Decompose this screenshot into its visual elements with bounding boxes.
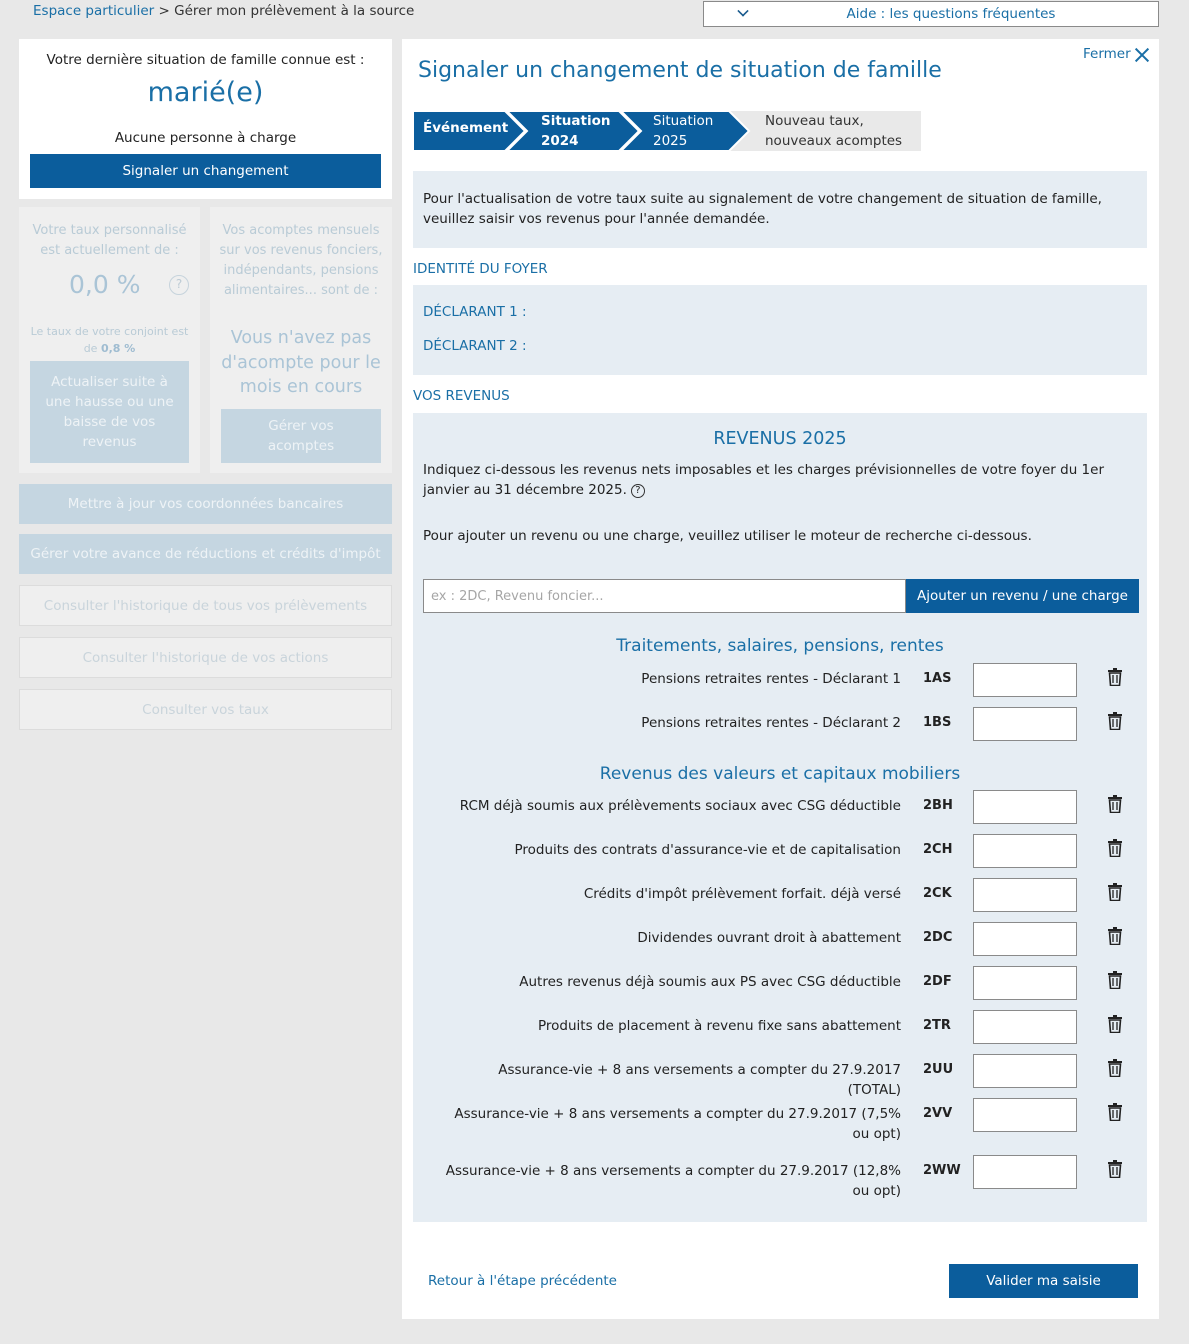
income-description-text: Indiquez ci-dessous les revenus nets imposables et les charges prévisionnelles de votre foyer du 1er janvier au 31 décembre 2025. [423, 462, 1104, 498]
income-row-1BS [413, 707, 1147, 741]
income-row-label: Produits de placement à revenu fixe sans abattement [538, 1018, 901, 1034]
validate-button[interactable]: Valider ma saisie [949, 1264, 1138, 1298]
trash-icon[interactable] [1107, 1015, 1123, 1033]
income-row-code: 2CH [923, 842, 953, 857]
trash-icon[interactable] [1107, 1059, 1123, 1077]
withdrawals-history-button[interactable]: Consulter l'historique de tous vos prélèvements [19, 585, 392, 626]
trash-icon[interactable] [1107, 1160, 1123, 1178]
income-row-label: Assurance-vie + 8 ans versements a compter du 27.9.2017 (12,8% ou opt) [445, 1163, 901, 1199]
trash-icon[interactable] [1107, 971, 1123, 989]
income-row-code: 2DC [923, 930, 953, 945]
rate-caption-line1: Votre taux personnalisé [32, 223, 187, 238]
income-row-label: Dividendes ouvrant droit à abattement [637, 930, 901, 946]
rate-caption-line2: est actuellement de : [40, 243, 179, 258]
step-2-label-line2: 2024 [541, 133, 579, 149]
income-row-1AS [413, 663, 1147, 697]
trash-icon[interactable] [1107, 712, 1123, 730]
rate-caption [27, 221, 192, 261]
step-4-label-line1: Nouveau taux, [765, 113, 864, 129]
income-amount-input[interactable] [973, 1098, 1077, 1132]
income-row-code: 2VV [923, 1106, 953, 1121]
income-heading: VOS REVENUS [413, 388, 510, 404]
personal-rate-card [19, 207, 200, 473]
question-circle-icon[interactable]: ? [169, 275, 189, 295]
family-situation-card [19, 39, 392, 199]
income-amount-input[interactable] [973, 790, 1077, 824]
installments-card [210, 207, 392, 473]
income-amount-input[interactable] [973, 707, 1077, 741]
income-row-label: Autres revenus déjà soumis aux PS avec CSG déductible [519, 974, 901, 990]
spouse-rate-text: Le taux de votre conjoint est [30, 325, 189, 338]
income-amount-input[interactable] [973, 834, 1077, 868]
group-securities-title: Revenus des valeurs et capitaux mobiliers [599, 764, 961, 784]
close-button[interactable] [1083, 44, 1150, 63]
update-bank-details-button[interactable]: Mettre à jour vos coordonnées bancaires [19, 484, 392, 524]
income-row-2CK [413, 878, 1147, 912]
income-row-label: Assurance-vie + 8 ans versements a compter du 27.9.2017 (TOTAL) [498, 1062, 901, 1098]
breadcrumb-separator: > [158, 3, 170, 19]
income-amount-input[interactable] [973, 1010, 1077, 1044]
income-amount-input[interactable] [973, 966, 1077, 1000]
income-row-label: RCM déjà soumis aux prélèvements sociaux avec CSG déductible [459, 798, 901, 814]
income-amount-input[interactable] [973, 1054, 1077, 1088]
update-rate-button[interactable]: Actualiser suite à une hausse ou une baisse de vos revenus [30, 361, 189, 463]
intro-notice [413, 171, 1147, 248]
manage-tax-credit-advance-button[interactable]: Gérer votre avance de réductions et crédits d'impôt [19, 534, 392, 574]
income-amount-input[interactable] [973, 663, 1077, 697]
income-row-2WW [413, 1155, 1147, 1199]
family-status: marié(e) [147, 77, 264, 108]
installments-caption: Vos acomptes mensuels sur vos revenus fonciers, indépendants, pensions alimentaires... sont de : [219, 223, 383, 298]
step-4-label [765, 111, 902, 151]
breadcrumb-current: Gérer mon prélèvement à la source [174, 3, 415, 19]
progress-stepper [413, 111, 921, 151]
rate-value: 0,0 % [69, 270, 141, 299]
income-row-code: 1AS [923, 671, 952, 686]
income-row-2CH [413, 834, 1147, 868]
income-row-code: 2UU [923, 1062, 954, 1077]
intro-text: Pour l'actualisation de votre taux suite au signalement de votre changement de situation de famille, veuillez saisir vos revenus pour l'année demandée. [423, 191, 1102, 227]
income-amount-input[interactable] [973, 878, 1077, 912]
trash-icon[interactable] [1107, 1103, 1123, 1121]
step-2-label [541, 111, 611, 151]
declarant-1-label: DÉCLARANT 1 : [423, 304, 527, 320]
step-3-label [653, 111, 713, 151]
identity-section [413, 285, 1147, 375]
group-salaries-title: Traitements, salaires, pensions, rentes [616, 636, 944, 656]
income-row-2DC [413, 922, 1147, 956]
installments-none: Vous n'avez pas d'acompte pour le mois en cours [221, 328, 381, 397]
income-row-label: Crédits d'impôt prélèvement forfait. déjà versé [583, 886, 901, 902]
step-2-label-line1: Situation [541, 113, 611, 129]
close-label: Fermer [1083, 45, 1131, 62]
page-title: Signaler un changement de situation de famille [418, 58, 942, 83]
spouse-rate [25, 323, 194, 357]
income-row-label: Assurance-vie + 8 ans versements a compter du 27.9.2017 (7,5% ou opt) [454, 1106, 901, 1142]
previous-step-link[interactable]: Retour à l'étape précédente [428, 1273, 617, 1289]
question-circle-icon[interactable]: ? [631, 484, 645, 498]
spouse-rate-prefix: de [83, 342, 98, 355]
income-row-code: 1BS [923, 715, 952, 730]
income-row-2VV [413, 1098, 1147, 1142]
trash-icon[interactable] [1107, 668, 1123, 686]
income-section [413, 413, 1147, 1222]
income-help-text: Pour ajouter un revenu ou une charge, veuillez utiliser le moteur de recherche ci-dessous. [423, 528, 1032, 544]
income-amount-input[interactable] [973, 1155, 1077, 1189]
trash-icon[interactable] [1107, 883, 1123, 901]
trash-icon[interactable] [1107, 839, 1123, 857]
faq-accordion[interactable] [703, 1, 1159, 27]
income-row-2TR [413, 1010, 1147, 1044]
step-1-label: Événement [423, 120, 509, 136]
view-rates-button[interactable]: Consulter vos taux [19, 689, 392, 730]
income-row-code: 2TR [923, 1018, 951, 1033]
actions-history-button[interactable]: Consulter l'historique de vos actions [19, 637, 392, 678]
income-row-2BH [413, 790, 1147, 824]
identity-heading: IDENTITÉ DU FOYER [413, 261, 548, 277]
income-row-code: 2CK [923, 886, 952, 901]
income-row-2DF [413, 966, 1147, 1000]
income-row-2UU [413, 1054, 1147, 1098]
breadcrumb-home-link[interactable]: Espace particulier [33, 3, 155, 19]
close-icon [1134, 47, 1150, 63]
income-row-code: 2DF [923, 974, 952, 989]
step-3-label-line1: Situation [653, 113, 714, 129]
dependents-text: Aucune personne à charge [114, 130, 297, 146]
step-4-label-line2: nouveaux acomptes [765, 133, 903, 149]
declarant-2-label: DÉCLARANT 2 : [423, 338, 527, 354]
income-row-code: 2BH [923, 798, 953, 813]
add-income-button[interactable]: Ajouter un revenu / une charge [906, 579, 1139, 613]
spouse-rate-value: 0,8 % [100, 342, 136, 355]
report-change-button[interactable]: Signaler un changement [30, 154, 381, 188]
income-description [423, 460, 1143, 500]
income-row-label: Pensions retraites rentes - Déclarant 1 [641, 671, 901, 687]
income-amount-input[interactable] [973, 922, 1077, 956]
trash-icon[interactable] [1107, 795, 1123, 813]
income-row-label: Produits des contrats d'assurance-vie et de capitalisation [514, 842, 901, 858]
manage-installments-button[interactable]: Gérer vos acomptes [221, 409, 381, 463]
income-row-code: 2WW [923, 1163, 961, 1178]
step-3-label-line2: 2025 [653, 133, 688, 149]
income-title: REVENUS 2025 [713, 429, 847, 449]
family-intro: Votre dernière situation de famille connue est : [46, 52, 365, 68]
income-search-input[interactable] [423, 579, 906, 613]
faq-label: Aide : les questions fréquentes [846, 6, 1056, 22]
trash-icon[interactable] [1107, 927, 1123, 945]
spouse-rate-line2 [25, 340, 194, 357]
breadcrumb [33, 3, 414, 19]
income-row-label: Pensions retraites rentes - Déclarant 2 [641, 715, 901, 731]
